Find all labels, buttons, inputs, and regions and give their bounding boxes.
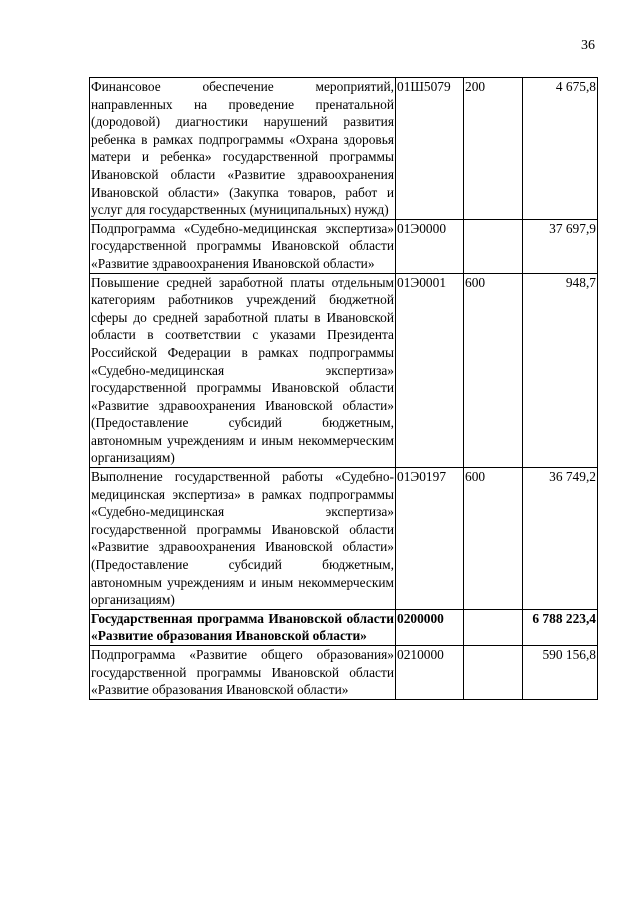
row-amount: 36 749,2 xyxy=(523,468,598,610)
table-row xyxy=(90,219,598,273)
page-number: 36 xyxy=(581,38,595,53)
row-amount: 590 156,8 xyxy=(523,646,598,700)
row-name: Государственная программа Ивановской области «Развитие образования Ивановской области» xyxy=(90,609,396,645)
row-amount: 6 788 223,4 xyxy=(523,609,598,645)
table-row-program xyxy=(90,609,598,645)
budget-table xyxy=(89,77,598,700)
table-row xyxy=(90,78,598,220)
row-target-code: 01Э0000 xyxy=(396,219,464,273)
row-name: Подпрограмма «Судебно-медицинская экспертиза» государственной программы Ивановской области «Развитие здравоохранения Ивановской области» xyxy=(90,219,396,273)
row-name: Повышение средней заработной платы отдельным категориям работников учреждений бюджетной сферы до средней заработной платы в Ивановской области в соответствии с указами Президента Российской Федерации в рамках подпрограммы «Судебно-медицинская экспертиза» государственной программы Ивановской области «Развитие здравоохранения Ивановской области» (Предоставление субсидий бюджетным, автономным учреждениям и иным некоммерческим организациям) xyxy=(90,273,396,468)
row-amount: 4 675,8 xyxy=(523,78,598,220)
row-name: Выполнение государственной работы «Судебно-медицинская экспертиза» в рамках подпрограммы «Судебно-медицинская экспертиза» государственной программы Ивановской области «Развитие здравоохранения Ивановской области» (Предоставление субсидий бюджетным, автономным учреждениям и иным некоммерческим организациям) xyxy=(90,468,396,610)
row-expense-type: 600 xyxy=(464,468,523,610)
table-row xyxy=(90,273,598,468)
row-target-code: 0200000 xyxy=(396,609,464,645)
row-expense-type xyxy=(464,609,523,645)
row-target-code: 01Э0197 xyxy=(396,468,464,610)
row-target-code: 01Ш5079 xyxy=(396,78,464,220)
row-expense-type: 600 xyxy=(464,273,523,468)
row-amount: 948,7 xyxy=(523,273,598,468)
row-amount: 37 697,9 xyxy=(523,219,598,273)
row-target-code: 01Э0001 xyxy=(396,273,464,468)
table-row xyxy=(90,646,598,700)
row-name: Финансовое обеспечение мероприятий, направленных на проведение пренатальной (дородовой) диагностики нарушений развития ребенка в рамках подпрограммы «Охрана здоровья матери и ребенка» государственной программы Ивановской области «Развитие здравоохранения Ивановской области» (Закупка товаров, работ и услуг для государственных (муниципальных) нужд) xyxy=(90,78,396,220)
row-expense-type xyxy=(464,646,523,700)
row-name: Подпрограмма «Развитие общего образования» государственной программы Ивановской области «Развитие образования Ивановской области» xyxy=(90,646,396,700)
table-row xyxy=(90,468,598,610)
row-target-code: 0210000 xyxy=(396,646,464,700)
row-expense-type: 200 xyxy=(464,78,523,220)
row-expense-type xyxy=(464,219,523,273)
